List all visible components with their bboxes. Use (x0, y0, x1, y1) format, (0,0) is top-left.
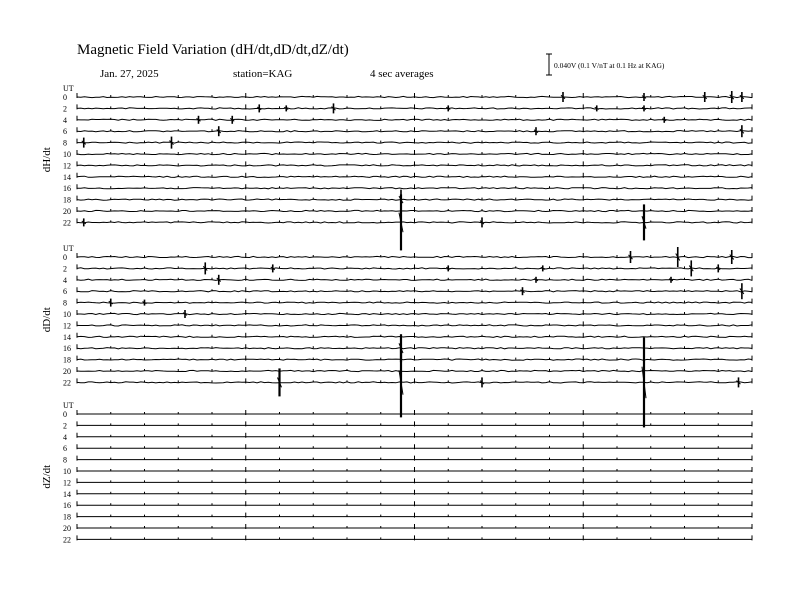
hour-label: 6 (63, 444, 67, 454)
trace-row (63, 513, 752, 522)
scale-bar (546, 54, 665, 75)
hour-label: 22 (63, 218, 71, 228)
hour-label: 4 (63, 432, 67, 442)
panel-3 (41, 401, 752, 544)
averaging-label: 4 sec averages (370, 68, 434, 80)
hour-label: 18 (63, 195, 71, 205)
hour-label: 8 (63, 298, 67, 308)
panel-label: dH/dt (41, 147, 53, 173)
ut-label: UT (63, 401, 74, 410)
hour-label: 12 (63, 321, 71, 331)
ut-label: UT (63, 244, 74, 253)
trace-row (63, 333, 752, 342)
trace-row (63, 501, 752, 510)
hour-label: 8 (63, 455, 67, 465)
hour-label: 0 (63, 253, 67, 262)
trace-row (63, 150, 752, 159)
hour-label: 2 (63, 264, 67, 274)
trace-row (63, 490, 752, 499)
station-label: station=KAG (233, 68, 293, 80)
trace-row (63, 478, 752, 487)
trace-row (63, 299, 752, 308)
trace-row (63, 116, 752, 125)
trace-row (63, 276, 752, 285)
hour-label: 10 (63, 310, 71, 319)
panels-group (41, 84, 752, 544)
trace-row (63, 139, 752, 148)
trace-row (63, 344, 752, 353)
trace-row (63, 287, 752, 296)
trace-row (63, 356, 752, 365)
chart-title: Magnetic Field Variation (dH/dt,dD/dt,dZ/dt) (77, 42, 349, 58)
hour-label: 20 (63, 207, 71, 216)
hour-label: 16 (63, 184, 71, 194)
hour-label: 14 (63, 489, 71, 499)
trace-row (63, 456, 752, 465)
hour-label: 2 (63, 421, 67, 431)
trace-row (63, 524, 752, 533)
panel-1 (41, 84, 752, 227)
hour-label: 10 (63, 150, 71, 159)
hour-label: 12 (63, 478, 71, 488)
trace-row (63, 184, 752, 193)
trace-row (63, 218, 752, 227)
trace-row (63, 444, 752, 453)
trace-row (63, 321, 752, 330)
date-label: Jan. 27, 2025 (100, 68, 159, 80)
trace-row (63, 207, 752, 216)
hour-label: 6 (63, 287, 67, 297)
hour-label: 0 (63, 93, 67, 102)
trace-row (63, 310, 752, 319)
trace-row (63, 535, 752, 544)
trace-row (63, 367, 752, 376)
hour-label: 14 (63, 172, 71, 182)
trace-row (63, 467, 752, 476)
hour-label: 8 (63, 138, 67, 148)
panel-label: dZ/dt (41, 464, 53, 489)
hour-label: 14 (63, 332, 71, 342)
trace-row (63, 264, 752, 273)
trace-row (63, 173, 752, 182)
hour-label: 16 (63, 501, 71, 511)
hour-label: 6 (63, 127, 67, 137)
trace-row (63, 127, 752, 136)
hour-label: 4 (63, 115, 67, 125)
trace-row (63, 410, 752, 419)
trace-row (63, 433, 752, 442)
panel-label: dD/dt (41, 307, 53, 333)
ut-label: UT (63, 84, 74, 93)
hour-label: 18 (63, 512, 71, 522)
hour-label: 22 (63, 378, 71, 388)
hour-label: 16 (63, 344, 71, 354)
hour-label: 12 (63, 161, 71, 171)
trace-row (63, 196, 752, 205)
trace-row (63, 421, 752, 430)
hour-label: 2 (63, 104, 67, 114)
hour-label: 20 (63, 367, 71, 376)
hour-label: 20 (63, 524, 71, 533)
trace-row (63, 93, 752, 102)
hour-label: 18 (63, 355, 71, 365)
scale-label: 0.040V (0.1 V/nT at 0.1 Hz at KAG) (554, 61, 665, 70)
hour-label: 0 (63, 410, 67, 419)
hour-label: 10 (63, 467, 71, 476)
trace-row (63, 253, 752, 262)
panel-2 (41, 244, 752, 387)
trace-row (63, 161, 752, 170)
trace-row (63, 104, 752, 113)
trace-row (63, 378, 752, 387)
hour-label: 22 (63, 535, 71, 545)
hour-label: 4 (63, 275, 67, 285)
